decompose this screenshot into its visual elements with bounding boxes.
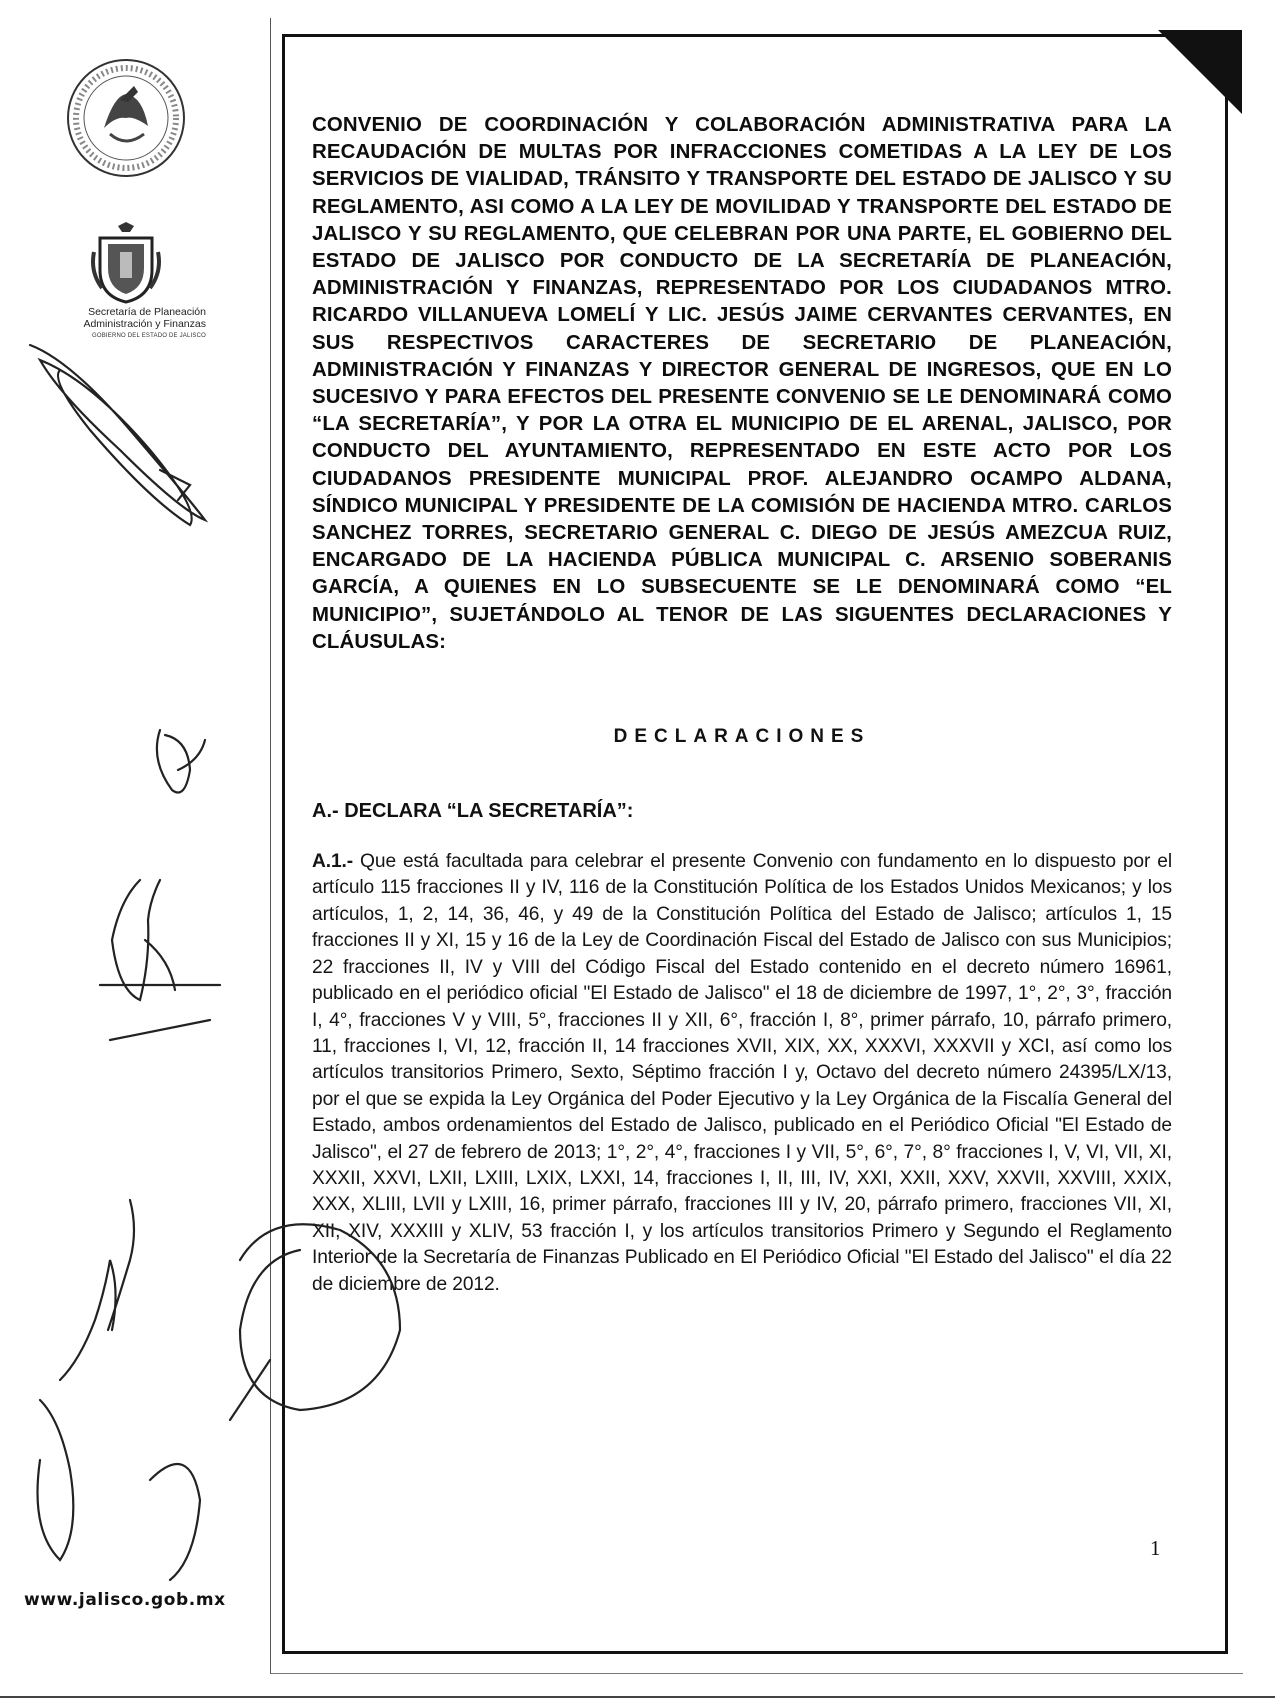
paragraph-a1-lead: A.1.- (312, 851, 354, 873)
paragraph-a1-body: Que está facultada para celebrar el presente Convenio con fundamento en lo dispuesto por el artículo 115 fracciones II y IV, 116 de la Constitución Política de los Estados Unidos Mexicanos; y los artículos, 1, 2, 14, 36, 46, y 49 de la Constitución Política del Estado de Jalisco; artículos 1, 15 fracciones II y XI, 15 y 16 de la Ley de Coordinación Fiscal del Estado de Jalisco con sus Municipios; 22 fracciones II, IV y VIII del Código Fiscal del Estado contenido en el decreto número 16961, publicado en el periódico oficial "El Estado de Jalisco" el 18 de diciembre de 1997, 1°, 2°, 3°, fracción I, 4°, fracciones V y VIII, 5°, fracciones II y XII, 6°, fracción I, 8°, primer párrafo, 10, párrafo primero, 11, fracciones I, VI, 12, fracción II, 14 fracciones XVII, XIX, XX, XXXVI, XXXVII y XCI, así como los artículos transitorios Primero, Sexto, Séptimo fracción I y, Octavo del decreto número 24395/LX/13, por el que se expida la Ley Orgánica del Poder Ejecutivo y la Ley Orgánica de la Fiscalía General del Estado, ambos ordenamientos del Estado de Jalisco, publicado en el Periódico Oficial "El Estado de Jalisco", el 27 de febrero de 2013; 1°, 2°, 4°, fracciones I y VII, 5°, 6°, 7°, 8° fracciones I, V, VI, VII, XI, XXXII, XXVI, LXII, LXIII, LXIX, LXXI, 14, fracciones I, II, III, IV, XXI, XXII, XXV, XXVII, XXVIII, XXIX, XXX, XLIII, LVII y LXIII, 16, primer párrafo, fracciones III y IV, 20, párrafo primero, fracciones VII, XI, XII, XIV, XXXIII y XLIV, 53 fracción I, y los artículos transitorios Primero y Segundo el Reglamento Interior de la Secretaría de Finanzas Publicado en El Periódico Oficial "El Estado del Jalisco" el día 22 de diciembre de 2012. (312, 851, 1172, 1295)
paragraph-a1 (312, 849, 1172, 1298)
department-name-line1: Secretaría de Planeación (88, 306, 206, 318)
bottom-rule (0, 1696, 1275, 1698)
document-body (312, 112, 1172, 1298)
website-url: www.jalisco.gob.mx (24, 1590, 226, 1610)
mexican-national-seal-icon (64, 56, 188, 180)
letterhead-sidebar (0, 0, 262, 1705)
section-a-heading: A.- DECLARA “LA SECRETARÍA”: (312, 800, 634, 823)
page-corner-mark (1158, 30, 1242, 114)
department-name (46, 306, 206, 330)
page-number: 1 (1150, 1536, 1161, 1560)
jalisco-coat-of-arms-icon (90, 222, 162, 304)
declarations-heading: DECLARACIONES (613, 726, 871, 748)
agreement-title: CONVENIO DE COORDINACIÓN Y COLABORACIÓN ADMINISTRATIVA PARA LA RECAUDACIÓN DE MULTAS POR INFRACCIONES COMETIDAS A LA LEY DE LOS SERVICIOS DE VIALIDAD, TRÁNSITO Y TRANSPORTE DEL ESTADO DE JALISCO Y SU REGLAMENTO, ASI COMO A LA LEY DE MOVILIDAD Y TRANSPORTE DEL ESTADO DE JALISCO Y SU REGLAMENTO, QUE CELEBRAN POR UNA PARTE, EL GOBIERNO DEL ESTADO DE JALISCO POR CONDUCTO DE LA SECRETARÍA DE PLANEACIÓN, ADMINISTRACIÓN Y FINANZAS, REPRESENTADO POR LOS CIUDADANOS MTRO. RICARDO VILLANUEVA LOMELÍ Y LIC. JESÚS JAIME CERVANTES CERVANTES, EN SUS RESPECTIVOS CARACTERES DE SECRETARIO DE PLANEACIÓN, ADMINISTRACIÓN Y FINANZAS Y DIRECTOR GENERAL DE INGRESOS, QUE EN LO SUCESIVO Y PARA EFECTOS DEL PRESENTE CONVENIO SE LE DENOMINARÁ COMO “LA SECRETARÍA”, Y POR LA OTRA EL MUNICIPIO DE EL ARENAL, JALISCO, POR CONDUCTO DEL AYUNTAMIENTO, REPRESENTADO EN ESTE ACTO POR LOS CIUDADANOS PRESIDENTE MUNICIPAL PROF. ALEJANDRO OCAMPO ALDANA, SÍNDICO MUNICIPAL Y PRESIDENTE DE LA COMISIÓN DE HACIENDA MTRO. CARLOS SANCHEZ TORRES, SECRETARIO GENERAL C. DIEGO DE JESÚS AMEZCUA RUIZ, ENCARGADO DE LA HACIENDA PÚBLICA MUNICIPAL C. ARSENIO SOBERANIS GARCÍA, A QUIENES EN LO SUBSECUENTE SE LE DENOMINARÁ COMO “EL MUNICIPIO”, SUJETÁNDOLO AL TENOR DE LAS SIGUENTES DECLARACIONES Y CLÁUSULAS: (312, 114, 1172, 653)
department-subtitle: GOBIERNO DEL ESTADO DE JALISCO (91, 333, 206, 339)
department-name-line2: Administración y Finanzas (83, 318, 206, 330)
